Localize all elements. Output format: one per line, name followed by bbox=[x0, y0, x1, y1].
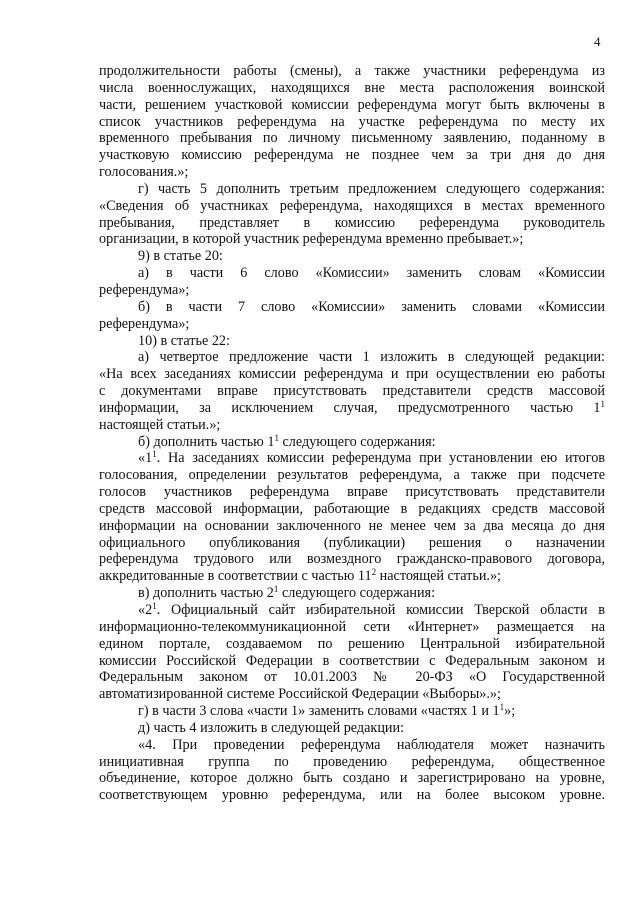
line-text: г) в части 3 слова «части 1» заменить словами «частях 1 и 1 bbox=[138, 703, 500, 720]
superscript: 1 bbox=[499, 702, 505, 713]
text-line: а) в части 6 слово «Комиссии» заменить словам «Комиссии bbox=[138, 265, 605, 282]
superscript: 1 bbox=[600, 398, 605, 409]
text-line: настоящей статьи.»; bbox=[99, 416, 221, 433]
text-line: пребывания, представляет в комиссию референдума руководитель bbox=[99, 214, 605, 231]
text-line: «На всех заседаниях комиссии референдума и при осуществлении ею работы bbox=[99, 366, 605, 383]
page-number: 4 bbox=[594, 34, 601, 49]
superscript: 1 bbox=[152, 449, 157, 460]
text-line: голосования.»; bbox=[99, 164, 189, 181]
line-text: следующего содержания: bbox=[278, 433, 436, 450]
text-line: д) часть 4 изложить в следующей редакции: bbox=[138, 719, 405, 736]
text-line: продолжительности работы (смены), а также участники референдума из bbox=[99, 63, 605, 79]
text-line bbox=[99, 585, 605, 602]
text-line: референдума трудового или возмездного гражданско-правового договора, bbox=[99, 551, 605, 568]
text-line: информационно-телекоммуникационной сети «Интернет» размещается на bbox=[99, 618, 605, 635]
text-line bbox=[99, 602, 605, 619]
text-line: официального опубликования (публикации) решения о назначении bbox=[99, 534, 605, 551]
text-line: «4. При проведении референдума наблюдателя может назначить bbox=[138, 736, 605, 753]
line-text: «2 bbox=[138, 602, 153, 618]
text-line: референдума»; bbox=[99, 281, 190, 298]
text-line: комиссии Российской Федерации в соответствии с Федеральным законом и bbox=[99, 652, 605, 669]
document-body bbox=[99, 63, 605, 804]
text-line: с документами вправе присутствовать представители средств массовой bbox=[99, 383, 605, 400]
text-line: соответствующем уровню референдума, или на более высоком уровне. bbox=[99, 787, 605, 804]
text-line: референдума»; bbox=[99, 315, 190, 332]
superscript: 2 bbox=[371, 567, 377, 578]
text-line: числа военнослужащих, находящихся вне места расположения воинской bbox=[99, 79, 605, 96]
text-line: организации, в которой участник референдума временно пребывает.»; bbox=[99, 231, 524, 248]
line-text: «1 bbox=[138, 450, 153, 467]
text-line: г) часть 5 дополнить третьим предложением следующего содержания: bbox=[138, 180, 605, 197]
text-line: участковую комиссию референдума не позднее чем за три дня до дня bbox=[99, 147, 605, 164]
line-text: настоящей статьи.»; bbox=[376, 568, 501, 585]
text-line: 10) в статье 22: bbox=[138, 332, 230, 349]
line-text: информации, за исключением случая, предусмотренного частью 1 bbox=[99, 399, 601, 416]
text-line: голосов участников референдума вправе присутствовать представители bbox=[99, 484, 605, 501]
text-line: инициативная группа по проведению референдума, общественное bbox=[99, 753, 605, 770]
line-text: следующего содержания: bbox=[278, 585, 436, 602]
superscript: 1 bbox=[273, 584, 279, 595]
text-line: автоматизированной системе Российской Федерации «Выборы».»; bbox=[99, 686, 501, 703]
line-text: »; bbox=[504, 703, 516, 720]
text-line: временного пребывания по личному письменному заявлению, поданному в bbox=[99, 130, 605, 147]
text-line: Федеральным законом от 10.01.2003 № 20-ФЗ «О Государственной bbox=[99, 669, 605, 686]
text-line bbox=[99, 450, 605, 467]
line-text: . На заседаниях комиссии референдума при установлении ею итогов bbox=[156, 450, 605, 467]
line-text: б) дополнить частью 1 bbox=[138, 433, 275, 450]
text-line: б) в части 7 слово «Комиссии» заменить словами «Комиссии bbox=[138, 298, 605, 315]
text-line bbox=[99, 434, 605, 451]
text-line bbox=[99, 703, 605, 720]
text-line: список участников референдума на участке референдума по месту их bbox=[99, 113, 605, 130]
text-line: «Сведения об участниках референдума, находящихся в местах временного bbox=[99, 197, 605, 214]
line-text: . Официальный сайт избирательной комиссии Тверской области в bbox=[156, 602, 605, 618]
text-line bbox=[99, 568, 605, 585]
text-line bbox=[99, 400, 605, 417]
text-line: объединение, которое должно быть создано и зарегистрировано на уровне, bbox=[99, 770, 605, 787]
text-line: голосования, определении результатов референдума, а также при подсчете bbox=[99, 467, 605, 484]
superscript: 1 bbox=[274, 432, 279, 443]
text-line: 9) в статье 20: bbox=[138, 248, 223, 265]
text-line: средств массовой информации, работающие в редакциях средств массовой bbox=[99, 500, 605, 517]
text-line: а) четвертое предложение части 1 изложить в следующей редакции: bbox=[138, 349, 605, 366]
line-text: в) дополнить частью 2 bbox=[138, 585, 274, 602]
text-line: едином портале, создаваемом по решению Центральной избирательной bbox=[99, 635, 605, 652]
text-line: информации на основании заключенного не менее чем за два месяца до дня bbox=[99, 517, 605, 534]
line-text: аккредитованные в соответствии с частью 11 bbox=[99, 568, 372, 585]
text-line: части, решением участковой комиссии референдума могут быть включены в bbox=[99, 96, 605, 113]
superscript: 1 bbox=[152, 601, 157, 612]
